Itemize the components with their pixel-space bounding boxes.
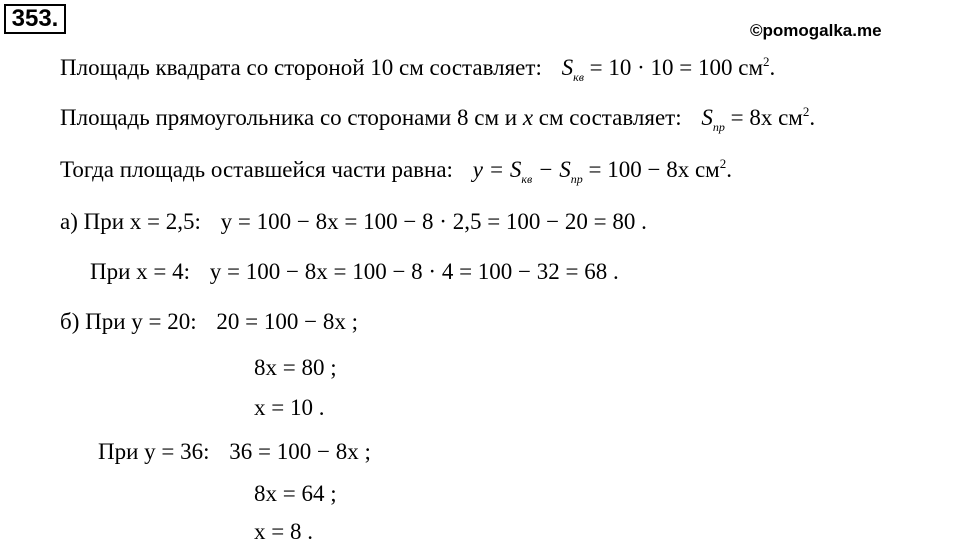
formula: x = 8 . — [254, 519, 313, 544]
formula-end: . — [726, 157, 732, 182]
formula-var: x — [522, 105, 534, 130]
formula: x = 10 . — [254, 395, 325, 420]
formula-superscript: 2 — [763, 54, 770, 69]
formula-end: . — [769, 55, 776, 80]
formula-subscript: кв — [573, 70, 584, 84]
formula: y = 100 − 8x = 100 − 8 · 4 = 100 − 32 = 68 . — [209, 259, 619, 284]
line-rect-area — [60, 104, 816, 134]
case-label: При y = 36: — [98, 439, 210, 464]
part-b-line-1 — [60, 310, 358, 333]
case-label: При x = 4: — [90, 259, 191, 284]
line-text: Площадь квадрата со стороной 10 см составляет: — [60, 55, 542, 80]
part-a-line-2 — [90, 260, 619, 283]
formula: 20 = 100 − 8x ; — [216, 309, 358, 334]
case-label: а) При x = 2,5: — [60, 209, 201, 234]
formula-subscript: пр — [570, 172, 583, 186]
formula-end: . — [809, 105, 816, 130]
line-text: Площадь прямоугольника со сторонами 8 см и — [60, 105, 518, 130]
formula-superscript: 2 — [719, 156, 727, 171]
formula-var: S — [701, 105, 713, 130]
formula-superscript: 2 — [802, 104, 810, 119]
formula: = 100 − 8x см — [588, 157, 720, 182]
part-b-line-6 — [254, 520, 313, 543]
line-text: Тогда площадь оставшейся части равна: — [60, 157, 453, 182]
part-b-line-4 — [98, 440, 371, 463]
part-b-line-5 — [254, 482, 337, 505]
line-text: см составляет: — [538, 105, 682, 130]
formula-var: S — [561, 55, 574, 80]
watermark: ©pomogalka.me — [750, 21, 882, 40]
formula: 8x = 64 ; — [254, 481, 337, 506]
formula: 36 = 100 − 8x ; — [229, 439, 371, 464]
formula-subscript: пр — [712, 120, 725, 134]
formula: = 10 · 10 = 100 см — [589, 55, 764, 80]
part-b-line-2 — [254, 356, 337, 379]
formula-subscript: кв — [521, 172, 533, 186]
formula-var: y = S — [472, 157, 522, 182]
case-label: б) При y = 20: — [60, 309, 197, 334]
formula: 8x = 80 ; — [254, 355, 337, 380]
line-square-area — [60, 54, 776, 84]
part-b-line-3 — [254, 396, 324, 419]
part-a-line-1 — [60, 210, 647, 233]
formula-var: − S — [538, 157, 571, 182]
formula: y = 100 − 8x = 100 − 8 · 2,5 = 100 − 20 = 80 . — [220, 209, 647, 234]
line-remaining-area — [60, 156, 732, 186]
formula: = 8x см — [730, 105, 803, 130]
task-number: 353. — [4, 4, 66, 34]
